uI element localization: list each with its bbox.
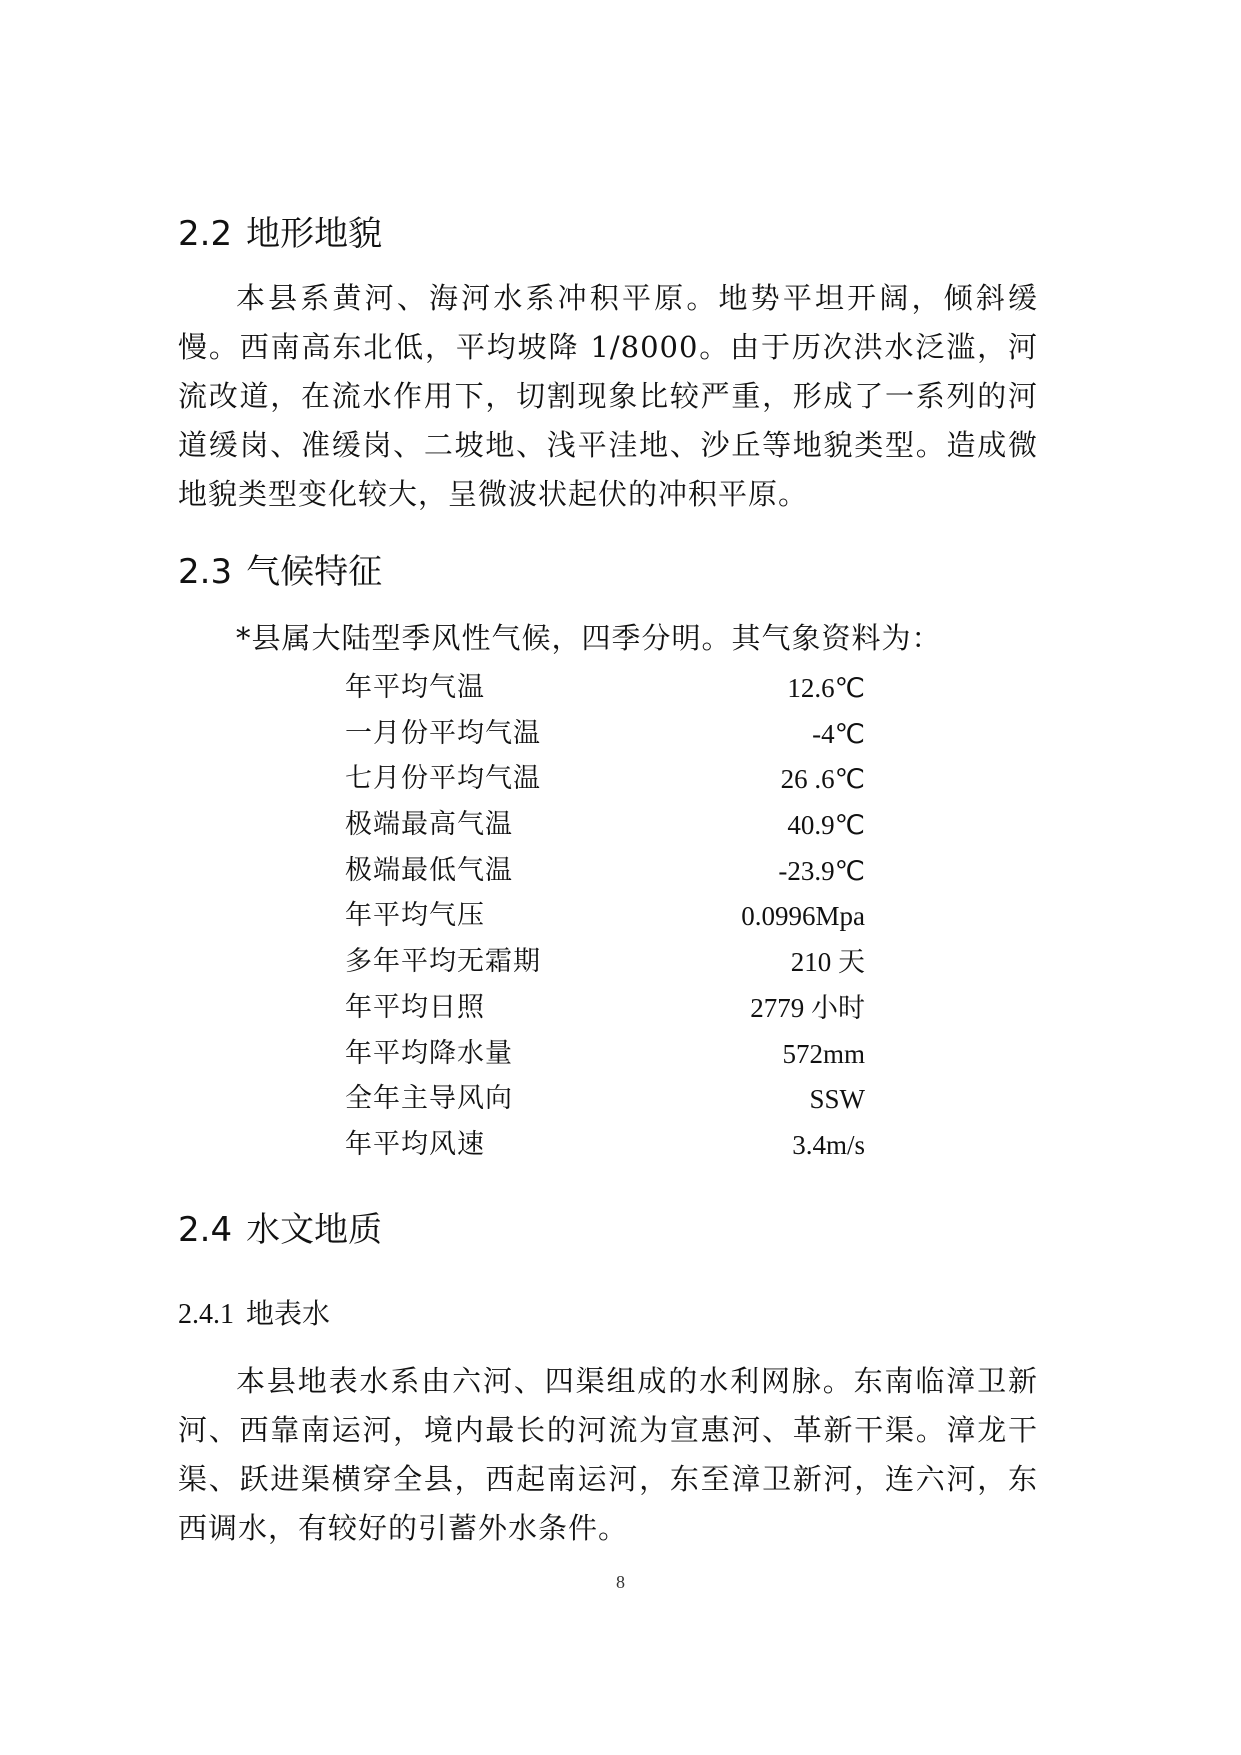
climate-row	[345, 942, 865, 988]
climate-label: 年平均日照	[345, 991, 485, 1023]
climate-label: 一月份平均气温	[345, 717, 541, 749]
section-title: 地形地貌	[246, 214, 383, 254]
section-title: 气候特征	[246, 552, 383, 592]
climate-row	[345, 714, 865, 760]
section-number: 2.3	[178, 552, 233, 592]
subsection-heading-2-4-1	[178, 1297, 330, 1332]
climate-row	[345, 988, 865, 1034]
climate-row	[345, 851, 865, 897]
climate-row	[345, 896, 865, 942]
climate-label: 全年主导风向	[345, 1083, 513, 1115]
climate-row	[345, 1034, 865, 1080]
climate-label: 年平均降水量	[345, 1037, 513, 1069]
climate-value: -23.9℃	[778, 855, 865, 886]
climate-label: 年平均风速	[345, 1128, 485, 1160]
climate-value: 572mm	[782, 1038, 865, 1069]
section-heading-2-2	[178, 214, 382, 254]
subsection-number: 2.4.1	[178, 1299, 234, 1330]
climate-label: 年平均气温	[345, 672, 485, 703]
surface-water-paragraph: 本县地表水系由六河、四渠组成的水利网脉。东南临漳卫新河、西靠南运河，境内最长的河流为宣惠河、革新干渠。漳龙干渠、跃进渠横穿全县，西起南运河，东至漳卫新河，连六河，东西调水，有较好的引蓄外水条件。	[178, 1364, 1038, 1545]
section-title: 水文地质	[246, 1210, 383, 1250]
subsection-title: 地表水	[246, 1297, 331, 1330]
climate-row	[345, 1079, 865, 1125]
climate-value: 210 天	[790, 947, 865, 978]
climate-row	[345, 805, 865, 851]
climate-value: 26 .6℃	[780, 764, 865, 795]
climate-value: 2779 小时	[750, 992, 865, 1023]
climate-row	[345, 668, 865, 714]
section-heading-2-3	[178, 552, 382, 592]
climate-value: 12.6℃	[787, 673, 865, 703]
terrain-paragraph: 本县系黄河、海河水系冲积平原。地势平坦开阔，倾斜缓慢。西南高东北低，平均坡降 1/8000。由于历次洪水泛滥，河流改道，在流水作用下，切割现象比较严重，形成了一系列的河道缓岗、准缓岗、二坡地、浅平洼地、沙丘等地貌类型。造成微地貌类型变化较大，呈微波状起伏的冲积平原。	[178, 281, 1038, 511]
climate-label: 多年平均无霜期	[345, 946, 541, 978]
climate-value: 3.4m/s	[792, 1129, 865, 1160]
page-number: 8	[616, 1572, 625, 1592]
section-heading-2-4	[178, 1210, 382, 1250]
climate-row	[345, 1125, 865, 1171]
climate-value: -4℃	[812, 718, 865, 749]
climate-intro: *县属大陆型季风性气候，四季分明。其气象资料为：	[236, 621, 942, 655]
climate-row	[345, 759, 865, 805]
climate-data-table	[345, 668, 865, 1171]
climate-label: 极端最高气温	[345, 809, 513, 841]
climate-label: 极端最低气温	[345, 854, 513, 886]
climate-label: 年平均气压	[345, 900, 485, 932]
climate-value: SSW	[809, 1084, 865, 1115]
climate-value: 40.9℃	[787, 810, 865, 841]
section-number: 2.4	[178, 1210, 233, 1250]
climate-value: 0.0996Mpa	[741, 901, 865, 932]
climate-label: 七月份平均气温	[345, 763, 541, 795]
section-number: 2.2	[178, 214, 233, 254]
